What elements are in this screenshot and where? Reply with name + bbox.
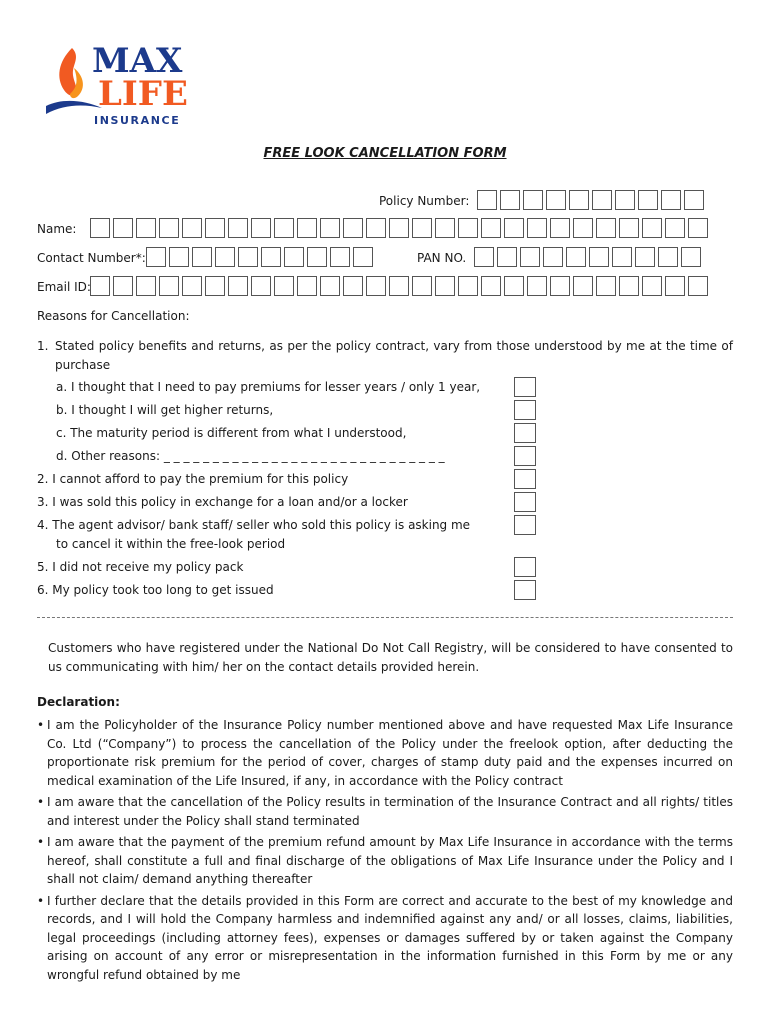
email-char-box[interactable] xyxy=(596,276,616,296)
contact-char-box[interactable] xyxy=(284,247,304,267)
name-char-box[interactable] xyxy=(504,218,524,238)
email-char-box[interactable] xyxy=(113,276,133,296)
email-char-box[interactable] xyxy=(619,276,639,296)
declaration-text: I am aware that the payment of the premium refund amount by Max Life Insurance in accordance with the terms hereof, shall constitute a full and final discharge of the obligations of Max Life Insurance under the Policy and I shall not claim/ demand anything thereafter xyxy=(47,835,733,886)
reason-6: 6. My policy took too long to get issued xyxy=(37,583,274,597)
email-char-box[interactable] xyxy=(458,276,478,296)
email-char-box[interactable] xyxy=(412,276,432,296)
pan-char-box[interactable] xyxy=(658,247,678,267)
name-char-box[interactable] xyxy=(481,218,501,238)
declaration-heading: Declaration: xyxy=(37,695,120,709)
reason-1a-checkbox[interactable] xyxy=(514,377,536,397)
max-life-logo xyxy=(44,41,194,130)
pan-char-box[interactable] xyxy=(681,247,701,267)
email-char-box[interactable] xyxy=(182,276,202,296)
reason-1d: d. Other reasons: _ _ _ _ _ _ _ _ _ _ _ _ _ _ _ _ _ _ _ _ _ _ _ _ _ _ _ _ _ xyxy=(56,449,445,463)
contact-char-box[interactable] xyxy=(192,247,212,267)
declaration-text: I am aware that the cancellation of the Policy results in termination of the Insurance Contract and all rights/ titles and interest under the Policy shall stand terminated xyxy=(47,795,733,828)
reason-5-checkbox[interactable] xyxy=(514,557,536,577)
name-char-box[interactable] xyxy=(297,218,317,238)
reason-4-line1: 4. The agent advisor/ bank staff/ seller who sold this policy is asking me xyxy=(37,518,471,532)
declaration-text: I am the Policyholder of the Insurance Policy number mentioned above and have requested Max Life Insurance Co. Ltd (“Company”) to process the cancellation of the Policy under the freelook option, after deducting the proportionate risk premium for the period of cover, charges of stamp duty paid and the expenses incurred on medical examination of the Life Insured, if any, in accordance with the Policy contract xyxy=(47,718,733,788)
contact-number-label: Contact Number*: xyxy=(37,251,146,265)
form-title: FREE LOOK CANCELLATION FORM xyxy=(263,146,507,161)
policy-number-box[interactable] xyxy=(592,190,612,210)
logo-text-insurance: INSURANCE xyxy=(94,114,181,127)
pan-char-box[interactable] xyxy=(497,247,517,267)
email-char-box[interactable] xyxy=(136,276,156,296)
contact-char-box[interactable] xyxy=(330,247,350,267)
pan-char-box[interactable] xyxy=(589,247,609,267)
name-char-box[interactable] xyxy=(527,218,547,238)
reason-1b-checkbox[interactable] xyxy=(514,400,536,420)
name-char-box[interactable] xyxy=(274,218,294,238)
email-char-box[interactable] xyxy=(389,276,409,296)
email-boxes[interactable] xyxy=(90,276,708,296)
email-char-box[interactable] xyxy=(343,276,363,296)
reason-1c-checkbox[interactable] xyxy=(514,423,536,443)
name-char-box[interactable] xyxy=(251,218,271,238)
policy-number-boxes[interactable] xyxy=(477,190,704,210)
reason-2: 2. I cannot afford to pay the premium for this policy xyxy=(37,472,349,486)
email-char-box[interactable] xyxy=(527,276,547,296)
contact-char-box[interactable] xyxy=(169,247,189,267)
pan-char-box[interactable] xyxy=(543,247,563,267)
logo-text-max: MAX xyxy=(92,41,183,81)
name-char-box[interactable] xyxy=(343,218,363,238)
declaration-item xyxy=(37,892,733,985)
email-char-box[interactable] xyxy=(251,276,271,296)
name-label: Name: xyxy=(37,222,77,236)
name-char-box[interactable] xyxy=(136,218,156,238)
contact-char-box[interactable] xyxy=(146,247,166,267)
name-char-box[interactable] xyxy=(458,218,478,238)
contact-char-box[interactable] xyxy=(215,247,235,267)
declaration-item xyxy=(37,716,733,790)
bullet: • xyxy=(37,893,45,908)
email-label: Email ID: xyxy=(37,280,91,294)
policy-number-box[interactable] xyxy=(477,190,497,210)
email-char-box[interactable] xyxy=(504,276,524,296)
policy-number-box[interactable] xyxy=(523,190,543,210)
contact-char-box[interactable] xyxy=(353,247,373,267)
name-char-box[interactable] xyxy=(412,218,432,238)
policy-number-box[interactable] xyxy=(615,190,635,210)
email-char-box[interactable] xyxy=(366,276,386,296)
pan-char-box[interactable] xyxy=(635,247,655,267)
email-char-box[interactable] xyxy=(550,276,570,296)
name-char-box[interactable] xyxy=(320,218,340,238)
email-char-box[interactable] xyxy=(159,276,179,296)
pan-char-box[interactable] xyxy=(520,247,540,267)
name-char-box[interactable] xyxy=(619,218,639,238)
name-char-box[interactable] xyxy=(665,218,685,238)
email-char-box[interactable] xyxy=(90,276,110,296)
name-boxes[interactable] xyxy=(90,218,708,238)
policy-number-box[interactable] xyxy=(569,190,589,210)
reason-6-checkbox[interactable] xyxy=(514,580,536,600)
name-char-box[interactable] xyxy=(435,218,455,238)
email-char-box[interactable] xyxy=(205,276,225,296)
declaration-text: I further declare that the details provided in this Form are correct and accurate to the best of my knowledge and records, and I will hold the Company harmless and indemnified against any and/ or all losses, claims, liabilities, legal proceedings (including attorney fees), expenses or damages suffered by or taken against the Company arising on account of any error or misrepresentation in the information furnished in this Form by me or any wrongful refund obtained by me xyxy=(47,893,733,982)
reason-1a: a. I thought that I need to pay premiums for lesser years / only 1 year, xyxy=(56,380,481,394)
name-char-box[interactable] xyxy=(550,218,570,238)
declaration-list xyxy=(37,716,733,984)
name-char-box[interactable] xyxy=(688,218,708,238)
reason-4-checkbox[interactable] xyxy=(514,515,536,535)
name-char-box[interactable] xyxy=(596,218,616,238)
reason-4-line2: to cancel it within the free-look period xyxy=(56,537,286,551)
contact-char-box[interactable] xyxy=(261,247,281,267)
name-char-box[interactable] xyxy=(182,218,202,238)
name-char-box[interactable] xyxy=(642,218,662,238)
reason-1-text: Stated policy benefits and returns, as per the policy contract, vary from those understood by me at the time of purchase xyxy=(55,339,733,372)
email-char-box[interactable] xyxy=(665,276,685,296)
pan-char-box[interactable] xyxy=(474,247,494,267)
policy-number-box[interactable] xyxy=(500,190,520,210)
reason-2-checkbox[interactable] xyxy=(514,469,536,489)
name-char-box[interactable] xyxy=(159,218,179,238)
declaration-item xyxy=(37,833,733,889)
contact-char-box[interactable] xyxy=(238,247,258,267)
policy-number-label: Policy Number: xyxy=(379,194,470,208)
policy-number-box[interactable] xyxy=(546,190,566,210)
email-char-box[interactable] xyxy=(320,276,340,296)
reason-1b: b. I thought I will get higher returns, xyxy=(56,403,274,417)
reason-1d-checkbox[interactable] xyxy=(514,446,536,466)
reason-1-number: 1. xyxy=(37,339,49,353)
email-char-box[interactable] xyxy=(274,276,294,296)
reasons-heading: Reasons for Cancellation: xyxy=(37,309,190,323)
section-divider xyxy=(37,617,733,618)
declaration-item xyxy=(37,793,733,830)
contact-char-box[interactable] xyxy=(307,247,327,267)
pan-boxes[interactable] xyxy=(474,247,701,267)
bullet: • xyxy=(37,795,45,809)
name-char-box[interactable] xyxy=(113,218,133,238)
name-char-box[interactable] xyxy=(90,218,110,238)
email-char-box[interactable] xyxy=(688,276,708,296)
email-char-box[interactable] xyxy=(297,276,317,296)
bullet: • xyxy=(37,835,45,849)
policy-number-box[interactable] xyxy=(661,190,681,210)
reason-1c: c. The maturity period is different from what I understood, xyxy=(56,426,407,440)
dnc-notice: Customers who have registered under the National Do Not Call Registry, will be considered to have consented to us communicating with him/ her on the contact details provided herein. xyxy=(48,641,733,674)
email-char-box[interactable] xyxy=(573,276,593,296)
reason-3: 3. I was sold this policy in exchange for a loan and/or a locker xyxy=(37,495,408,509)
reason-3-checkbox[interactable] xyxy=(514,492,536,512)
pan-label: PAN NO. xyxy=(417,251,467,265)
bullet: • xyxy=(37,718,45,732)
policy-number-box[interactable] xyxy=(638,190,658,210)
contact-number-boxes[interactable] xyxy=(146,247,373,267)
reason-5: 5. I did not receive my policy pack xyxy=(37,560,244,574)
name-char-box[interactable] xyxy=(228,218,248,238)
name-char-box[interactable] xyxy=(389,218,409,238)
email-char-box[interactable] xyxy=(642,276,662,296)
pan-char-box[interactable] xyxy=(566,247,586,267)
logo-text-life: LIFE xyxy=(98,74,188,114)
email-char-box[interactable] xyxy=(228,276,248,296)
email-char-box[interactable] xyxy=(481,276,501,296)
pan-char-box[interactable] xyxy=(612,247,632,267)
name-char-box[interactable] xyxy=(205,218,225,238)
name-char-box[interactable] xyxy=(573,218,593,238)
name-char-box[interactable] xyxy=(366,218,386,238)
email-char-box[interactable] xyxy=(435,276,455,296)
policy-number-box[interactable] xyxy=(684,190,704,210)
